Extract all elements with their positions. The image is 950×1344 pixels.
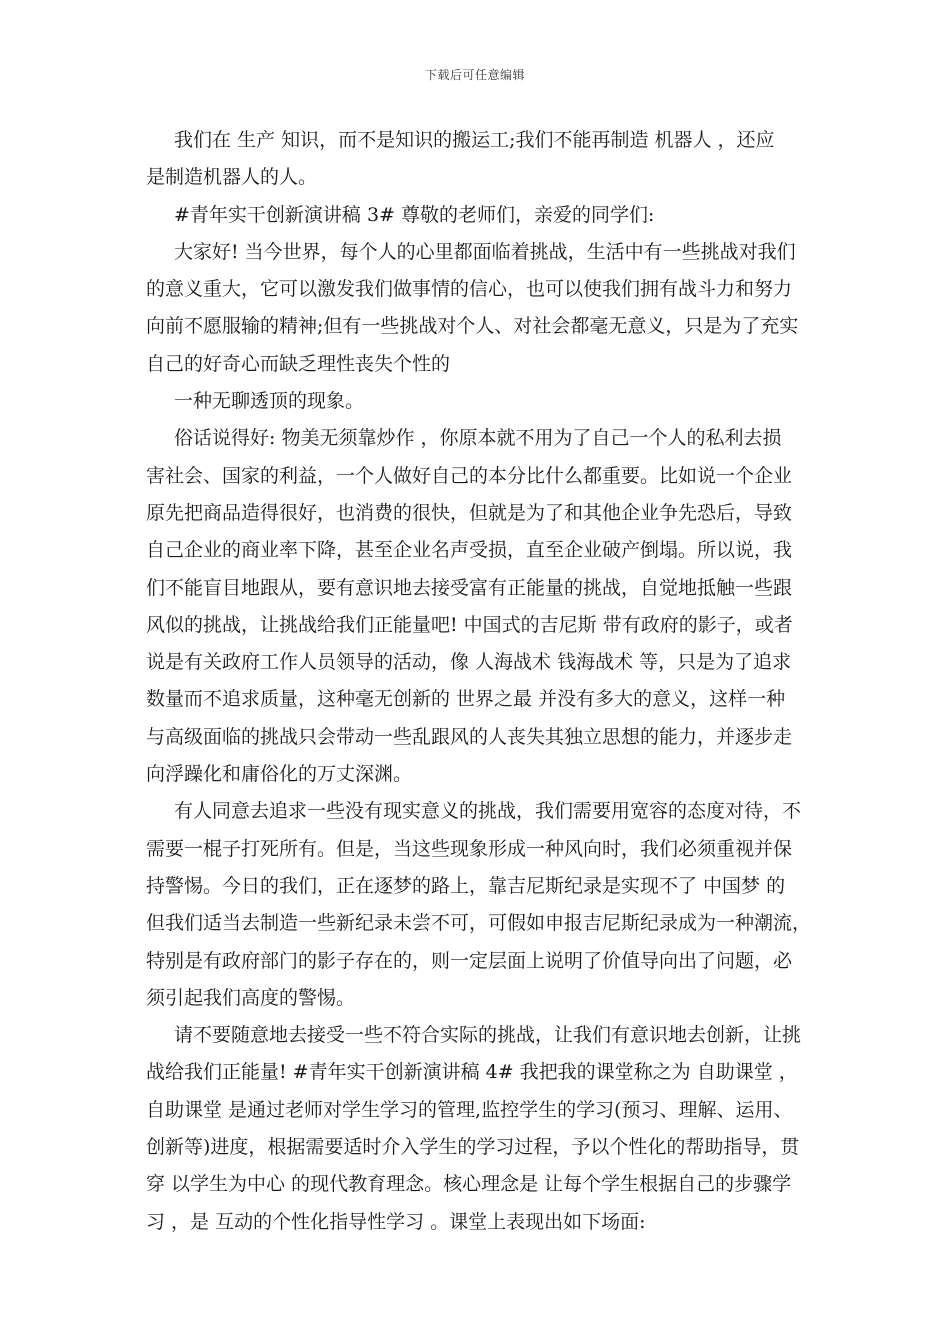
text-line: 说是有关政府工作人员领导的活动，像 人海战术 钱海战术 等，只是为了追求 xyxy=(146,651,792,674)
text-line: 大家好! 当今世界，每个人的心里都面临着挑战，生活中有一些挑战对我们 xyxy=(174,240,796,263)
text-line: 自助课堂 是通过老师对学生学习的管理,监控学生的学习(预习、理解、运用、 xyxy=(146,1098,793,1121)
text-line: 数量而不追求质量，这种毫无创新的 世界之最 并没有多大的意义，这样一种 xyxy=(146,688,786,711)
text-line: 穿 以学生为中心 的现代教育理念。核心理念是 让每个学生根据自己的步骤学 xyxy=(146,1173,792,1196)
text-line: 与高级面临的挑战只会带动一些乱跟风的人丧失其独立思想的能力，并逐步走 xyxy=(146,725,793,748)
text-line: 特别是有政府部门的影子存在的，则一定层面上说明了价值导向出了问题，必 xyxy=(146,949,793,972)
text-line: 向前不愿服输的精神;但有一些挑战对个人、对社会都毫无意义，只是为了充实 xyxy=(146,315,799,338)
text-line: 有人同意去追求一些没有现实意义的挑战，我们需要用宽容的态度对待，不 xyxy=(174,800,802,823)
text-line: 自己的好奇心而缺乏理性丧失个性的 xyxy=(146,352,451,375)
text-line: 创新等)进度，根据需要适时介入学生的学习过程，予以个性化的帮助指导，贯 xyxy=(146,1136,800,1159)
text-line: 需要一棍子打死所有。但是，当这些现象形成一种风向时，我们必须重视并保 xyxy=(146,837,793,860)
text-line: 习 ，是 互动的个性化指导性学习 。课堂上表现出如下场面: xyxy=(146,1210,646,1233)
text-line: 一种无聊透顶的现象。 xyxy=(174,390,365,413)
text-line: 持警惕。今日的我们，正在逐梦的路上，靠吉尼斯纪录是实现不了 中国梦 的 xyxy=(146,874,786,897)
text-line: 战给我们正能量! #青年实干创新演讲稿 4# 我把我的课堂称之为 自助课堂 ， xyxy=(146,1061,798,1084)
text-line: 我们在 生产 知识，而不是知识的搬运工;我们不能再制造 机器人 ，还应 xyxy=(174,129,775,151)
text-line: 的意义重大，它可以激发我们做事情的信心，也可以使我们拥有战斗力和努力 xyxy=(146,278,793,301)
text-line: #青年实干创新演讲稿 3# 尊敬的老师们，亲爱的同学们: xyxy=(174,203,655,226)
text-line: 但我们适当去制造一些新纪录未尝不可，可假如申报吉尼斯纪录成为一种潮流， xyxy=(146,912,812,935)
text-line: 们不能盲目地跟从，要有意识地去接受富有正能量的挑战，自觉地抵触一些跟 xyxy=(146,576,793,599)
document-body xyxy=(146,122,816,1241)
text-line: 须引起我们高度的警惕。 xyxy=(146,986,356,1009)
text-line: 向浮躁化和庸俗化的万丈深渊。 xyxy=(146,763,413,786)
text-line: 俗话说得好: 物美无须靠炒作 ，你原本就不用为了自己一个人的私利去损 xyxy=(174,427,782,450)
text-line: 原先把商品造得很好，也消费的很快，但就是为了和其他企业争先恐后，导致 xyxy=(146,501,793,524)
text-line: 是制造机器人的人。 xyxy=(146,166,318,189)
page-header: 下载后可任意编辑 xyxy=(424,68,525,82)
text-line: 风似的挑战，让挑战给我们正能量吧! 中国式的吉尼斯 带有政府的影子，或者 xyxy=(146,613,793,636)
text-line: 请不要随意地去接受一些不符合实际的挑战，让我们有意识地去创新，让挑 xyxy=(174,1024,802,1047)
text-line: 害社会、国家的利益，一个人做好自己的本分比什么都重要。比如说一个企业 xyxy=(146,464,793,487)
text-line: 自己企业的商业率下降，甚至企业名声受损，直至企业破产倒塌。所以说，我 xyxy=(146,539,793,562)
